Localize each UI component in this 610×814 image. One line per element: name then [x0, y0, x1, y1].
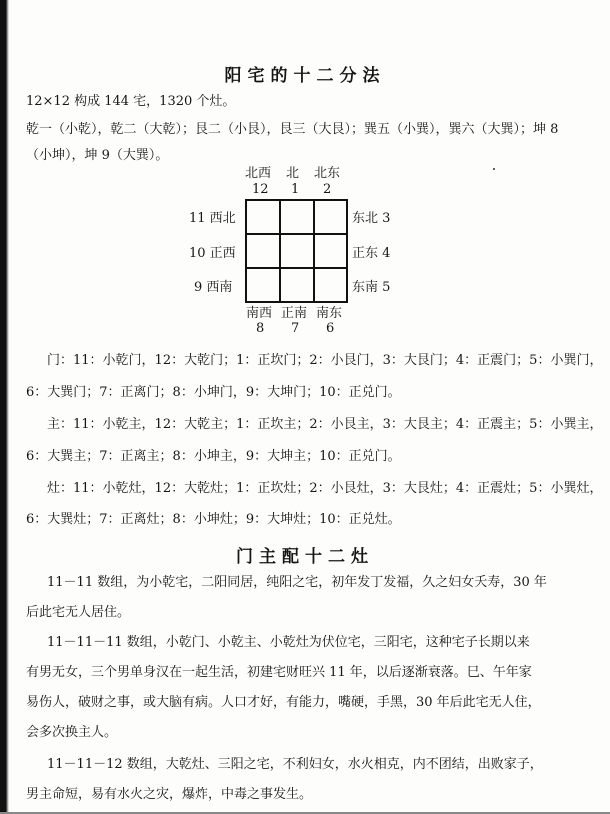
right-label-3: 东北 3 [352, 211, 391, 226]
bottom-number-7: 7 [291, 321, 300, 336]
top-label-northeast: 北东 [314, 166, 341, 181]
men-mapping-line-1: 门：11：小乾门，12：大乾门；1：正坎门；2：小艮门，3：大艮门；4：正震门；5：小巽门， [47, 353, 603, 368]
section-title-yangzhai: 阳宅的十二分法 [224, 66, 386, 86]
top-label-northwest: 北西 [245, 166, 272, 181]
paragraph-1-line-2: 后此宅无人居住。 [26, 605, 131, 620]
paragraph-1-line-1: 11－11 数组，为小乾宅，二阳同居，纯阳之宅，初年发丁发福，久之妇女夭寿，30 年 [47, 575, 547, 590]
men-mapping-line-2: 6：大巽门；7：正离门；8：小坤门，9：大坤门；10：正兑门。 [26, 385, 401, 400]
bottom-number-6: 6 [326, 321, 335, 336]
intro-line-3: （小坤），坤 9（大巽）。 [26, 148, 169, 163]
paragraph-3-line-1: 11－11－12 数组，大乾灶、三阳之宅，不利妇女，水火相克，内不团结，出败家子， [47, 757, 543, 772]
bottom-number-8: 8 [256, 321, 265, 336]
grid-line [247, 233, 346, 235]
top-number-1: 1 [291, 182, 300, 197]
paragraph-2-line-1: 11－11－11 数组，小乾门、小乾主、小乾灶为伏位宅，三阳宅，这种宅子长期以来 [47, 635, 530, 650]
bottom-label-south-east: 南东 [316, 306, 343, 321]
print-speck [493, 168, 495, 170]
right-label-4: 正东 4 [352, 246, 391, 261]
grid-line [313, 201, 315, 301]
top-label-north: 北 [286, 166, 300, 181]
nine-palace-grid [245, 199, 348, 303]
paragraph-2-line-4: 会多次换主人。 [26, 725, 118, 740]
top-number-12: 12 [252, 182, 269, 197]
right-label-5: 东南 5 [352, 280, 391, 295]
paragraph-3-line-2: 男主命短，易有水火之灾，爆炸，中毒之事发生。 [26, 787, 313, 802]
bottom-label-south: 正南 [281, 306, 308, 321]
grid-line [247, 267, 346, 269]
left-label-9: 9 西南 [194, 280, 233, 295]
zhu-mapping-line-2: 6：大巽主；7：正离主；8：小坤主，9：大坤主；10：正兑门。 [26, 449, 401, 464]
zhu-mapping-line-1: 主：11：小乾主，12：大乾主；1：正坎主；2：小艮主，3：大艮主；4：正震主；5：小巽主， [47, 417, 603, 432]
paragraph-2-line-3: 易伤人，破财之事，或大脑有病。人口才好，有能力，嘴硬，手黑，30 年后此宅无人住， [26, 695, 541, 710]
zao-mapping-line-2: 6：大巽灶；7：正离灶；8：小坤灶；9：大坤灶；10：正兑灶。 [26, 512, 401, 527]
zao-mapping-line-1: 灶：11：小乾灶，12：大乾灶；1：正坎灶；2：小艮灶，3：大艮灶；4：正震灶；5：小巽灶， [47, 481, 603, 496]
intro-line-2: 乾一（小乾），乾二（大乾）；艮二（小艮），艮三（大艮）；巽五（小巽），巽六（大巽）；坤 8 [26, 122, 559, 137]
intro-line-1: 12×12 构成 144 宅，1320 个灶。 [26, 94, 236, 109]
paragraph-2-line-2: 有男无女，三个男单身汉在一起生活，初建宅财旺兴 11 年，以后逐渐衰落。巳、午年家 [26, 665, 532, 680]
page-edge-shadow [0, 0, 9, 814]
grid-line [279, 201, 281, 301]
bottom-label-south-west: 南西 [246, 306, 273, 321]
section-title-menzhu: 门主配十二灶 [236, 547, 374, 567]
left-label-11: 11 西北 [189, 211, 236, 226]
left-label-10: 10 正西 [189, 246, 236, 261]
top-number-2: 2 [323, 182, 332, 197]
